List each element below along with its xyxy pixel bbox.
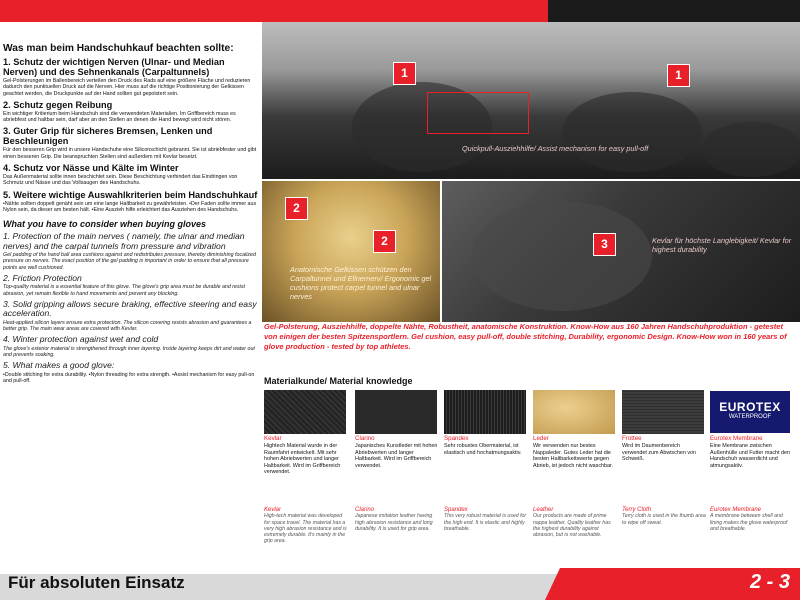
material-en-name: Eurotex Membrane: [710, 507, 762, 513]
section-title: 2. Friction Protection: [3, 272, 82, 283]
material-en-name: Kevlar: [264, 507, 282, 513]
material-name: Eurotex Membrane: [710, 435, 763, 442]
material-en-name: Leather: [533, 507, 554, 513]
swatch-leather: [533, 390, 615, 434]
material-name: Spandex: [444, 435, 469, 442]
feature-slogan: Gel-Polsterung, Ausziehhilfe, doppelte Nähte, Robustheit, anatomische Konstruktion. Know-How aus 160 Jahren Handschuhproduktion - getestet von einigen der besten Spitzensportlern. Gel cushion, easy pull-off, double stitching, Durability, ergonomic Design. Know-How won in 160 years of glove production - tested by top athletes.: [264, 322, 787, 351]
glove-photo-cuffs: [262, 22, 800, 179]
badge-2: 2: [285, 197, 308, 220]
material-en-text: Japanese imitation leather having high abrasion resistance and long durability. It is used for grip area.: [355, 513, 433, 532]
en-section-5: [3, 361, 259, 384]
footer-title: Für absoluten Einsatz: [8, 573, 185, 592]
material-text: Japanisches Kunstleder mit hohen Abriebwerten und langer Haltbarkeit. Wird im Griffbereich verwendet.: [355, 443, 438, 469]
section-text: Heat-applied silicon layers ensure extra protection. The silicon covering resists abrasion and guarantees a better grip. The main wear areas are covered with Kevlar.: [3, 319, 252, 333]
page-number: 2 - 3: [749, 571, 790, 593]
material-text: Wird im Daumenbereich verwendet zum Abwischen von Schweiß.: [622, 443, 697, 463]
badge-1: 1: [667, 64, 690, 87]
section-text: Das Außenmaterial sollte innen beschichtet sein. Diese Beschichtung verhindert das Eindringen von Schmutz und Nässe und das Vollsaugen des Handschuhs.: [3, 174, 238, 187]
photo-caption: Quickpull-Ausziehhilfe/ Assist mechanism for easy pull-off: [462, 144, 649, 153]
material-terry: [622, 436, 706, 463]
section-title: 1. Schutz der wichtigen Nerven (Ulnar- und Median Nerven) und des Sehnenkanals (Carpaltunnels): [3, 57, 225, 77]
section-text: Gel-Polsterungen im Ballenbereich verteilen den Druck des Rads auf eine größere Fläche und reduzieren dadurch den punktuellen Druck auf die Nerven. Hier muss auf die richtige Positionierung der Gelkissen geachtet werden, die Druckpunkte auf der Hand sollten gut gepolstert sein.: [3, 78, 251, 97]
section-title: 4. Winter protection against wet and cold: [3, 334, 159, 345]
material-spandex: [444, 436, 528, 456]
swatch-kevlar: [264, 390, 346, 434]
section-title: 4. Schutz vor Nässe und Kälte im Winter: [3, 163, 179, 174]
glove-texture: [702, 122, 800, 177]
material-en-text: High-tech material was developed for space travel. The material has a very high abrasion resistance and is extremely durable. It's mainly in the grip area.: [264, 513, 347, 545]
de-section-3: [3, 126, 259, 160]
section-title: 1. Protection of the main nerves ( namely, the ulnar and median nerves) and the carpal tunnels from pressure and vibration: [3, 231, 245, 251]
section-text: Ein wichtiger Kritierium beim Handschuh sind die verwendeten Materialien. Im Griffbereich muss es abriebfest und haltbar sein, darf aber an den Stellen an denen die Hand bewegt wird nicht stören.: [3, 110, 236, 124]
material-en-text: A membrane between shell and lining makes the glove waterproof and breathable.: [710, 513, 788, 532]
section-text: Gel padding of the hand ball area cushions against and redistributes pressure, thereby diminishing focalized pressure on nerves. The exact position of the gel padding is important in order to ensure that all pressure points are well cushioned.: [3, 252, 256, 271]
material-name: Kevlar: [264, 435, 282, 442]
glove-photo-palm: [262, 181, 440, 322]
material-kevlar: [264, 436, 348, 475]
material-en-leather: [533, 507, 617, 538]
section-title: 2. Schutz gegen Reibung: [3, 99, 113, 110]
glove-photo-kevlar: [442, 181, 800, 322]
material-en-name: Spandex: [444, 507, 468, 513]
section-text: Für den besseren Grip wird in unsere Handschuhe eine Siliconschicht gebrannt. Sie ist abriebfester und gibt einen besseren Grip. Die beanspruchten Stellen sind außerdem mit Kevlar besetzt.: [3, 147, 257, 160]
section-title: 3. Solid gripping allows secure braking, effective steering and easy acceleration.: [3, 298, 257, 319]
badge-3: 3: [593, 233, 616, 256]
top-dark-bar: [548, 0, 800, 22]
section-title: 3. Guter Grip für sicheres Bremsen, Lenken und Beschleunigen: [3, 126, 213, 147]
de-section-1: [3, 57, 259, 97]
material-leather: [533, 436, 617, 469]
badge-1: 1: [393, 62, 416, 85]
photo-caption: Kevlar für höchste Langlebigkeit/ Kevlar for highest durability: [652, 236, 792, 254]
swatch-terry: [622, 390, 704, 434]
en-section-1: [3, 232, 259, 271]
eurotex-logo: [710, 391, 790, 433]
material-en-text: This very robust material is used for the high end. It is elastic and highly breathable.: [444, 513, 527, 532]
material-en-kevlar: [264, 507, 348, 545]
section-text: Top-quality material is a essential feature of this glove. The glove's grip area must be durable and resist abrasion, yet remain flexible to hand movements and prevent any blocking.: [3, 284, 245, 297]
materials-title: Materialkunde/ Material knowledge: [264, 376, 413, 386]
material-en-terry: [622, 507, 706, 526]
en-section-4: [3, 335, 259, 358]
material-name: Leder: [533, 435, 549, 442]
glove-texture: [562, 92, 702, 172]
material-text: Sehr robustes Obermaterial, ist elastisch und hochatmungsaktiv.: [444, 443, 522, 456]
swatch-spandex: [444, 390, 526, 434]
material-en-spandex: [444, 507, 528, 532]
en-section-2: [3, 274, 259, 297]
english-heading: What you have to consider when buying gloves: [3, 219, 207, 230]
material-eurotex: [710, 436, 794, 469]
material-name: Clarino: [355, 435, 375, 442]
main-heading: Was man beim Handschuhkauf beachten sollte:: [3, 43, 234, 54]
material-en-eurotex: [710, 507, 794, 532]
badge-2: 2: [373, 230, 396, 253]
section-title: 5. Weitere wichtige Auswahlkriterien beim Handschuhkauf: [3, 189, 258, 200]
left-text-column: [3, 43, 259, 568]
material-en-text: Terry cloth is used in the thumb area to wipe off sweat.: [622, 513, 706, 526]
photo-caption: Anatomische Gelkissen schützen den Carpaltunnel und Ellnernerv/ Ergonomic gel cushions protect carpel tunnel and ulnar nerves: [290, 265, 432, 301]
material-en-name: Terry Cloth: [622, 507, 652, 513]
material-en-clarino: [355, 507, 439, 532]
callout-box: [427, 92, 529, 134]
material-text: Wir verwenden nur bestes Nappaleder. Gutes Leder hat die besten Haltbarkeitswerte gegen Abrieb, ist jedoch nicht waschbar.: [533, 443, 614, 469]
section-text: The glove's exterior material is strengthened through inner layering. Inside layering keeps dirt and water out and prevents soaking.: [3, 345, 255, 359]
de-section-2: [3, 100, 259, 124]
section-title: 5. What makes a good glove:: [3, 360, 115, 371]
eurotex-logo-tag: WATERPROOF: [728, 414, 772, 420]
en-section-3: [3, 300, 259, 332]
material-en-text: Our products are made of prime nappa leather. Quality leather has the highest durability against abrasion, but is not washable.: [533, 513, 611, 539]
section-text: •Double stitching for extra durability. •Nylon threading for extra strength. •Assist mechanism for easy pull-on and pull-off.: [3, 371, 255, 385]
de-section-5: [3, 190, 259, 214]
material-name: Frottee: [622, 435, 642, 442]
material-text: Hightech Material wurde in der Raumfahrt entwickelt. Mit sehr hohen Abriebwerten und langer Haltbarkeit. Wird im Griffbereich verwendet.: [264, 443, 341, 476]
material-en-name: Clarino: [355, 507, 375, 513]
eurotex-logo-name: EUROTEX: [719, 400, 781, 414]
material-text: Eine Membrane zwischen Außenhülle und Futter macht den Handschuh wasserdicht und atmungsaktiv.: [710, 443, 791, 469]
glove-texture: [472, 201, 652, 311]
de-section-4: [3, 163, 259, 187]
material-clarino: [355, 436, 439, 469]
section-text: •Nähte sollten doppelt genäht sein um eine lange Haltbarkeit zu gewährleisten. •Der Faden sollte immer aus Nylon sein, da dieser am besten hält. •Eine Auszieh hilfe erleichtert das Ausziehen des Handschuhs.: [3, 200, 257, 213]
swatch-clarino: [355, 390, 437, 434]
